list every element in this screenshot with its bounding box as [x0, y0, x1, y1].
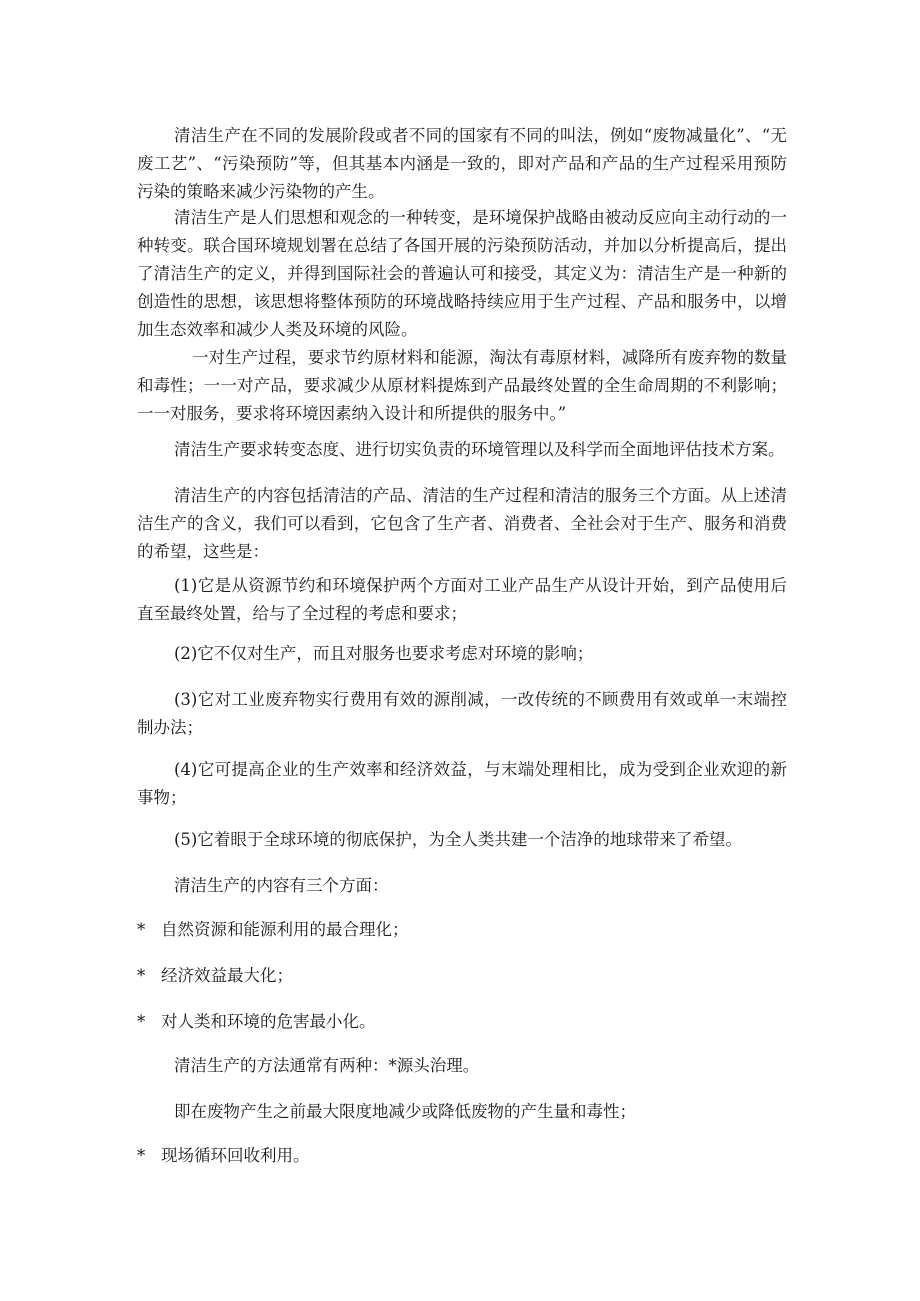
list-item-2: (2)它不仅对生产，而且对服务也要求考虑对环境的影响；: [174, 644, 594, 663]
paragraph-methods-detail: 即在废物产生之前最大限度地减少或降低废物的产生量和毒性；: [174, 1102, 636, 1121]
bullet-mark: *: [137, 920, 146, 939]
list-item-3: (3)它对工业废弃物实行费用有效的源削减，一改传统的不顾费用有效或单一末端控制办法；: [137, 690, 787, 737]
paragraph-naming: 清洁生产在不同的发展阶段或者不同的国家有不同的叫法，例如“废物减量化”、“无废工艺”、“污染预防”等，但其基本内涵是一致的，即对产品和产品的生产过程采用预防污染的策略来减少污染物的产生。: [137, 126, 787, 201]
bullet-item: [137, 1142, 787, 1170]
bullet-mark: *: [137, 1146, 146, 1165]
bullet-mark: *: [137, 966, 146, 985]
list-item-5: (5)它着眼于全球环境的彻底保护，为全人类共建一个洁净的地球带来了希望。: [174, 830, 742, 849]
bullet-text: 自然资源和能源利用的最合理化；: [161, 920, 409, 939]
paragraph-content: 清洁生产的内容包括清洁的产品、清洁的生产过程和清洁的服务三个方面。从上述清洁生产的含义，我们可以看到，它包含了生产者、消费者、全社会对于生产、服务和消费的希望，这些是：: [137, 486, 787, 561]
bullet-text: 现场循环回收利用。: [161, 1146, 310, 1165]
paragraph-attitude: 清洁生产要求转变态度、进行切实负责的环境管理以及科学而全面地评估技术方案。: [174, 440, 785, 459]
paragraph-definition: 清洁生产是人们思想和观念的一种转变，是环境保护战略由被动反应向主动行动的一种转变。联合国环境规划署在总结了各国开展的污染预防活动，并加以分析提高后，提出了清洁生产的定义，并得到国际社会的普遍认可和接受，其定义为：清洁生产是一种新的创造性的思想，该思想将整体预防的环境战略持续应用于生产过程、产品和服务中，以增加生态效率和减少人类及环境的风险。: [137, 208, 787, 339]
paragraph-methods: 清洁生产的方法通常有两种：*源头治理。: [174, 1056, 480, 1075]
bullet-mark: *: [137, 1012, 146, 1031]
paragraph-three-aspects: 清洁生产的内容有三个方面：: [174, 876, 389, 895]
bullet-text: 经济效益最大化；: [161, 966, 293, 985]
bullet-item: [137, 962, 787, 990]
bullet-text: 对人类和环境的危害最小化。: [161, 1012, 376, 1031]
paragraph-requirements: 一对生产过程，要求节约原材料和能源，淘汰有毒原材料，减降所有废弃物的数量和毒性；一一对产品，要求减少从原材料提炼到产品最终处置的全生命周期的不利影响；一一对服务，要求将环境因素纳入设计和所提供的服务中。”: [137, 348, 787, 423]
list-item-4: (4)它可提高企业的生产效率和经济效益，与末端处理相比，成为受到企业欢迎的新事物；: [137, 760, 787, 807]
bullet-item: [137, 916, 787, 944]
bullet-item: [137, 1008, 787, 1036]
list-item-1: (1)它是从资源节约和环境保护两个方面对工业产品生产从设计开始，到产品使用后直至最终处置，给与了全过程的考虑和要求；: [137, 576, 787, 623]
